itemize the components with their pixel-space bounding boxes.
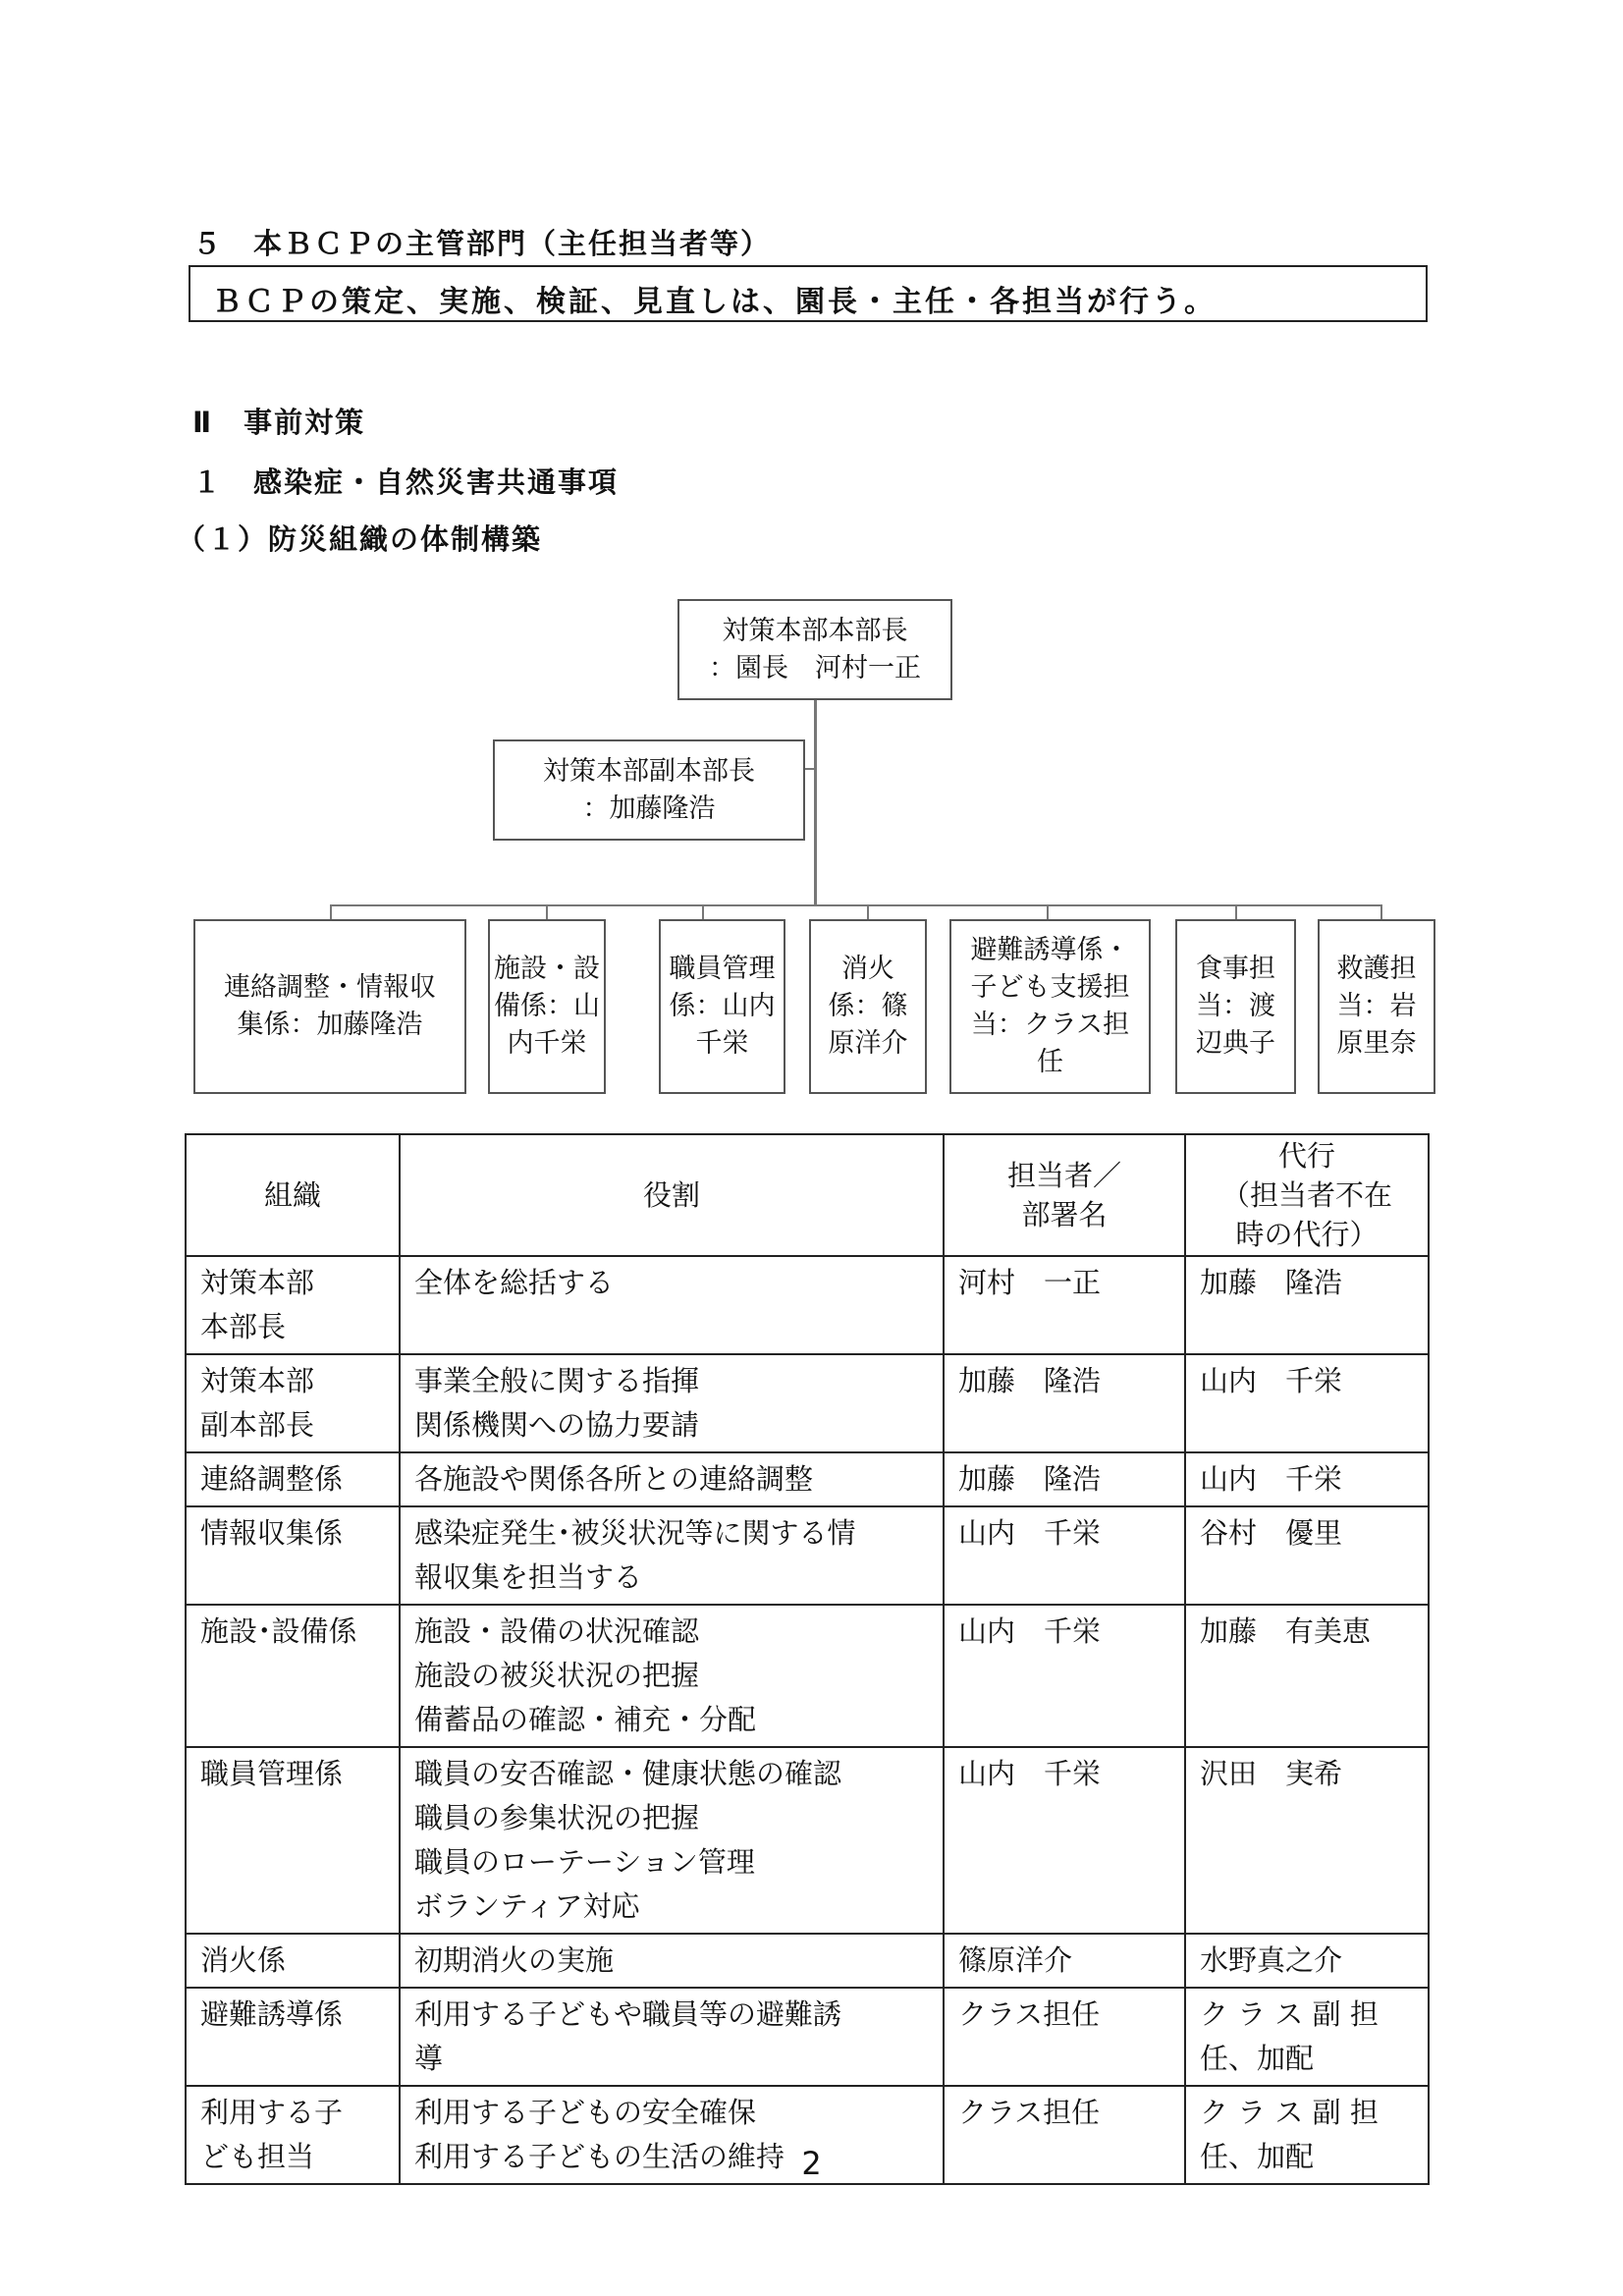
cell-person: 河村 一正	[944, 1256, 1185, 1354]
org-box-member: 消火 係：篠 原洋介	[809, 919, 927, 1094]
cell-person: 山内 千栄	[944, 1506, 1185, 1605]
section2-heading: Ⅱ 事前対策	[192, 406, 366, 439]
org-box-member: 施設・設 備係：山 内千栄	[488, 919, 606, 1094]
cell-person: 加藤 隆浩	[944, 1354, 1185, 1452]
header-person-in-charge: 担当者／ 部署名	[944, 1134, 1185, 1256]
header-substitute: 代行 （担当者不在 時の代行）	[1185, 1134, 1429, 1256]
org-connector-drop	[1235, 904, 1237, 919]
org-box-member: 連絡調整・情報収 集係：加藤隆浩	[193, 919, 466, 1094]
cell-person: 加藤 隆浩	[944, 1452, 1185, 1506]
section2-sub2-heading: （１）防災組織の体制構築	[177, 522, 543, 556]
cell-organization: 職員管理係	[186, 1747, 400, 1934]
header-role: 役割	[400, 1134, 944, 1256]
org-box-member: 職員管理 係：山内 千栄	[659, 919, 785, 1094]
cell-role: 利用する子どもや職員等の避難誘 導	[400, 1988, 944, 2086]
cell-organization: 利用する子 ども担当	[186, 2086, 400, 2184]
org-box-member: 救護担 当：岩 原里奈	[1318, 919, 1435, 1094]
cell-role: 全体を総括する	[400, 1256, 944, 1354]
cell-organization: 連絡調整係	[186, 1452, 400, 1506]
table-row	[186, 1988, 1429, 2086]
cell-person: 篠原洋介	[944, 1934, 1185, 1988]
table-row	[186, 1605, 1429, 1747]
org-connector-bus	[330, 904, 1382, 906]
org-connector-drop	[330, 904, 332, 919]
org-connector-drop	[546, 904, 548, 919]
cell-substitute: 山内 千栄	[1185, 1452, 1429, 1506]
org-connector-trunk	[814, 699, 817, 905]
cell-organization: 避難誘導係	[186, 1988, 400, 2086]
cell-organization: 消火係	[186, 1934, 400, 1988]
cell-organization: 対策本部 副本部長	[186, 1354, 400, 1452]
org-box-deputy: 対策本部副本部長 ：加藤隆浩	[493, 739, 805, 841]
cell-role: 初期消火の実施	[400, 1934, 944, 1988]
cell-person: 山内 千栄	[944, 1605, 1185, 1747]
table-row	[186, 1452, 1429, 1506]
cell-role: 施設・設備の状況確認 施設の被災状況の把握 備蓄品の確認・補充・分配	[400, 1605, 944, 1747]
cell-organization: 対策本部 本部長	[186, 1256, 400, 1354]
org-connector-drop	[867, 904, 869, 919]
page-number: 2	[801, 2145, 822, 2182]
cell-person: 山内 千栄	[944, 1747, 1185, 1934]
table-row	[186, 1506, 1429, 1605]
cell-role: 感染症発生･被災状況等に関する情 報収集を担当する	[400, 1506, 944, 1605]
table-row	[186, 1934, 1429, 1988]
cell-substitute: 山内 千栄	[1185, 1354, 1429, 1452]
table-header-row	[186, 1134, 1429, 1256]
header-organization: 組織	[186, 1134, 400, 1256]
cell-substitute: 加藤 有美恵	[1185, 1605, 1429, 1747]
cell-substitute: 水野真之介	[1185, 1934, 1429, 1988]
table-row	[186, 1354, 1429, 1452]
table-row	[186, 1747, 1429, 1934]
org-connector-drop	[1047, 904, 1049, 919]
section2-sub1-heading: １ 感染症・自然災害共通事項	[192, 465, 620, 499]
cell-substitute: 谷村 優里	[1185, 1506, 1429, 1605]
section5-heading: ５ 本ＢＣＰの主管部門（主任担当者等）	[192, 227, 772, 260]
cell-role: 職員の安否確認・健康状態の確認 職員の参集状況の把握 職員のローテーション管理 ボランティア対応	[400, 1747, 944, 1934]
cell-person: クラス担任	[944, 1988, 1185, 2086]
org-box-member: 食事担 当：渡 辺典子	[1175, 919, 1296, 1094]
cell-organization: 施設･設備係	[186, 1605, 400, 1747]
cell-organization: 情報収集係	[186, 1506, 400, 1605]
cell-substitute: ク ラ ス 副 担 任、加配	[1185, 1988, 1429, 2086]
org-connector-drop	[1380, 904, 1382, 919]
cell-person: クラス担任	[944, 2086, 1185, 2184]
cell-role: 各施設や関係各所との連絡調整	[400, 1452, 944, 1506]
role-table	[185, 1133, 1430, 2185]
table-row	[186, 1256, 1429, 1354]
cell-role: 事業全般に関する指揮 関係機関への協力要請	[400, 1354, 944, 1452]
org-connector-drop	[702, 904, 704, 919]
org-box-head: 対策本部本部長 ：園長 河村一正	[677, 599, 952, 700]
cell-substitute: ク ラ ス 副 担 任、加配	[1185, 2086, 1429, 2184]
cell-role: 利用する子どもの安全確保 利用する子どもの生活の維持	[400, 2086, 944, 2184]
cell-substitute: 沢田 実希	[1185, 1747, 1429, 1934]
cell-substitute: 加藤 隆浩	[1185, 1256, 1429, 1354]
section5-note-box: ＢＣＰの策定、実施、検証、見直しは、園長・主任・各担当が行う。	[189, 265, 1428, 322]
org-box-member: 避難誘導係・ 子ども支援担 当：クラス担 任	[949, 919, 1151, 1094]
